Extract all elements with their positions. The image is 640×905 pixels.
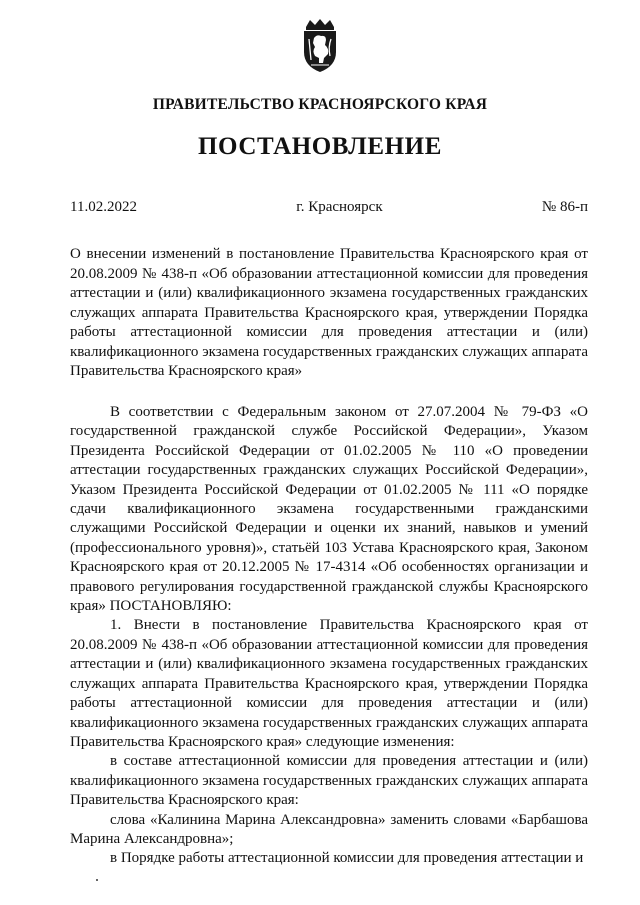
document-subject-title: О внесении изменений в постановление Правительства Красноярского края от 20.08.2009 № 438-п «Об образовании аттестационной комиссии для проведения аттестации и (или) квалификационного экзамена государственных гражданских служащих аппарата Правительства Красноярского края, утверждении Порядка работы аттестационной комиссии для проведения аттестации и (или) квалификационного экзамена государственных гражданских служащих аппарата Правительства Красноярского края» [70, 246, 588, 379]
document-body [70, 403, 588, 869]
item-1-sub-paragraph: слова «Калинина Марина Александровна» заменить словами «Барбашова Марина Александровна»; [70, 811, 588, 847]
document-number: № 86-п [541, 199, 588, 215]
coat-of-arms-icon [297, 18, 343, 74]
item-1-sub-paragraph: в составе аттестационной комиссии для проведения аттестации и (или) квалификационного экзамена государственных гражданских служащих аппарата Правительства Красноярского края: [70, 753, 588, 809]
document-city: г. Красноярск [296, 199, 383, 215]
item-1-paragraph: 1. Внести в постановление Правительства Красноярского края от 20.08.2009 № 438-п «Об образовании аттестационной комиссии для проведения аттестации и (или) квалификационного экзамена государственных гражданских служащих аппарата Правительства Красноярского края, утверждении Порядка работы аттестационной комиссии для проведения аттестации и (или) квалификационного экзамена государственных гражданских служащих аппарата Правительства Красноярского края» следующие изменения: [70, 617, 588, 750]
document-meta [70, 199, 588, 216]
government-title: ПРАВИТЕЛЬСТВО КРАСНОЯРСКОГО КРАЯ [152, 96, 488, 113]
document-date: 11.02.2022 [70, 199, 137, 215]
item-1-sub-paragraph: в Порядке работы аттестационной комиссии для проведения аттестации и [110, 850, 584, 867]
scan-speck [96, 879, 98, 881]
preamble-paragraph: В соответствии с Федеральным законом от 27.07.2004 № 79-ФЗ «О государственной гражданской службе Российской Федерации», Указом Президента Российской Федерации от 01.02.2005 № 110 «О проведении аттестации государственных гражданских служащих Российской Федерации», Указом Президента Российской Федерации от 01.02.2005 № 111 «О порядке сдачи квалификационного экзамена государственными гражданскими служащими Российской Федерации и оценки их знаний, навыков и умений (профессионального уровня)», статьёй 103 Устава Красноярского края, Законом Красноярского края от 20.12.2005 № 17-4314 «Об особенностях организации и правового регулирования государственной гражданской службы Красноярского края» ПОСТАНОВЛЯЮ: [70, 404, 588, 615]
document-type: ПОСТАНОВЛЕНИЕ [197, 133, 443, 160]
